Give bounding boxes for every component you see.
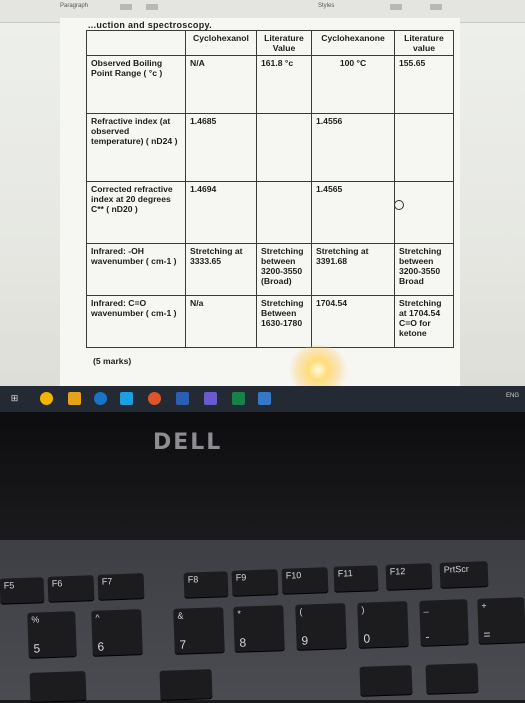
key-8[interactable]: * 8 [233, 605, 285, 653]
header-cell: Literature value [395, 31, 454, 56]
word-icon[interactable] [176, 392, 189, 405]
firefox-icon[interactable] [148, 392, 161, 405]
marks-label: (5 marks) [93, 356, 132, 366]
table-cell: Stretching at 3391.68 [312, 244, 395, 296]
table-cell: N/a [186, 296, 257, 348]
table-cell: 155.65 [395, 56, 454, 114]
table-header-row [87, 31, 454, 56]
chrome-icon[interactable] [40, 392, 53, 405]
table-cell: N/A [186, 56, 257, 114]
ribbon-styles-label: Styles [318, 3, 335, 9]
key-9[interactable]: ( 9 [295, 603, 347, 651]
table-cell: Stretching between 3200-3550 (Broad) [257, 244, 312, 296]
key-f9[interactable]: F9 [232, 569, 279, 597]
key-6[interactable]: ^ 6 [91, 609, 143, 657]
ribbon-button[interactable] [390, 4, 402, 10]
key-5[interactable]: % 5 [27, 611, 77, 659]
edge-icon[interactable] [94, 392, 107, 405]
key-f10[interactable]: F10 [282, 567, 329, 595]
system-tray[interactable] [506, 393, 519, 399]
monitor-bezel [0, 412, 525, 542]
windows-taskbar [0, 386, 525, 412]
excel-icon[interactable] [232, 392, 245, 405]
key-minus[interactable]: _ - [419, 599, 469, 647]
table-cell: Stretching between 3200-3550 Broad [395, 244, 454, 296]
key-7[interactable]: & 7 [173, 607, 225, 655]
row-label: Refractive index (at observed temperature) ( nD24 ) [87, 114, 186, 182]
table-cell: 1.4556 [312, 114, 395, 182]
key-f12[interactable]: F12 [386, 563, 433, 591]
key-f11[interactable]: F11 [334, 565, 379, 593]
row-label: Infrared: -OH wavenumber ( cm-1 ) [87, 244, 186, 296]
table-cell [395, 182, 454, 244]
table-row [87, 182, 454, 244]
table-cell: Stretching at 1704.54 C=O for ketone [395, 296, 454, 348]
task-view-icon[interactable]: ⊞ [10, 393, 19, 403]
ribbon-button[interactable] [430, 4, 442, 10]
table-cell: Stretching Between 1630-1780 [257, 296, 312, 348]
key-e[interactable] [29, 671, 86, 703]
key-0[interactable]: ) 0 [357, 601, 409, 649]
table-cell: 161.8 °c [257, 56, 312, 114]
file-explorer-icon[interactable] [68, 392, 81, 405]
table-cell: 100 °C [312, 56, 395, 114]
table-cell: 1.4694 [186, 182, 257, 244]
key-prtscr[interactable]: PrtScr [440, 561, 489, 589]
app-icon[interactable] [258, 392, 271, 405]
table-row [87, 244, 454, 296]
ribbon-paragraph-label: Paragraph [60, 3, 89, 9]
ribbon-button[interactable] [146, 4, 158, 10]
table-row [87, 296, 454, 348]
brand-logo: DELL [153, 430, 223, 455]
table-cell [257, 182, 312, 244]
language-indicator[interactable]: ENG [505, 393, 519, 399]
table-cell [257, 114, 312, 182]
app-icon[interactable] [204, 392, 217, 405]
header-cell: Cyclohexanol [186, 31, 257, 56]
ribbon-button[interactable] [120, 4, 132, 10]
section-heading: ...uction and spectroscopy. [88, 20, 212, 30]
table-cell: 1704.54 [312, 296, 395, 348]
key-t[interactable] [159, 669, 212, 701]
key-equals[interactable]: + = [477, 597, 525, 645]
row-label: Infrared: C=O wavenumber ( cm-1 ) [87, 296, 186, 348]
key-f5[interactable]: F5 [0, 577, 44, 605]
mail-icon[interactable] [120, 392, 133, 405]
lab-results-table [86, 30, 454, 348]
header-cell: Literature Value [257, 31, 312, 56]
table-cell: Stretching at 3333.65 [186, 244, 257, 296]
key-p[interactable] [425, 663, 478, 695]
circle-mark [394, 200, 404, 210]
key-f8[interactable]: F8 [184, 571, 229, 599]
header-cell: Cyclohexanone [312, 31, 395, 56]
header-cell [87, 31, 186, 56]
key-f6[interactable]: F6 [48, 575, 95, 603]
table-row [87, 56, 454, 114]
table-cell [395, 114, 454, 182]
table-row [87, 114, 454, 182]
row-label: Observed Boiling Point Range ( °c ) [87, 56, 186, 114]
table-cell: 1.4565 [312, 182, 395, 244]
row-label: Corrected refractive index at 20 degrees C** ( nD20 ) [87, 182, 186, 244]
key-f7[interactable]: F7 [98, 573, 145, 601]
key-o[interactable] [359, 665, 412, 697]
table-cell: 1.4685 [186, 114, 257, 182]
